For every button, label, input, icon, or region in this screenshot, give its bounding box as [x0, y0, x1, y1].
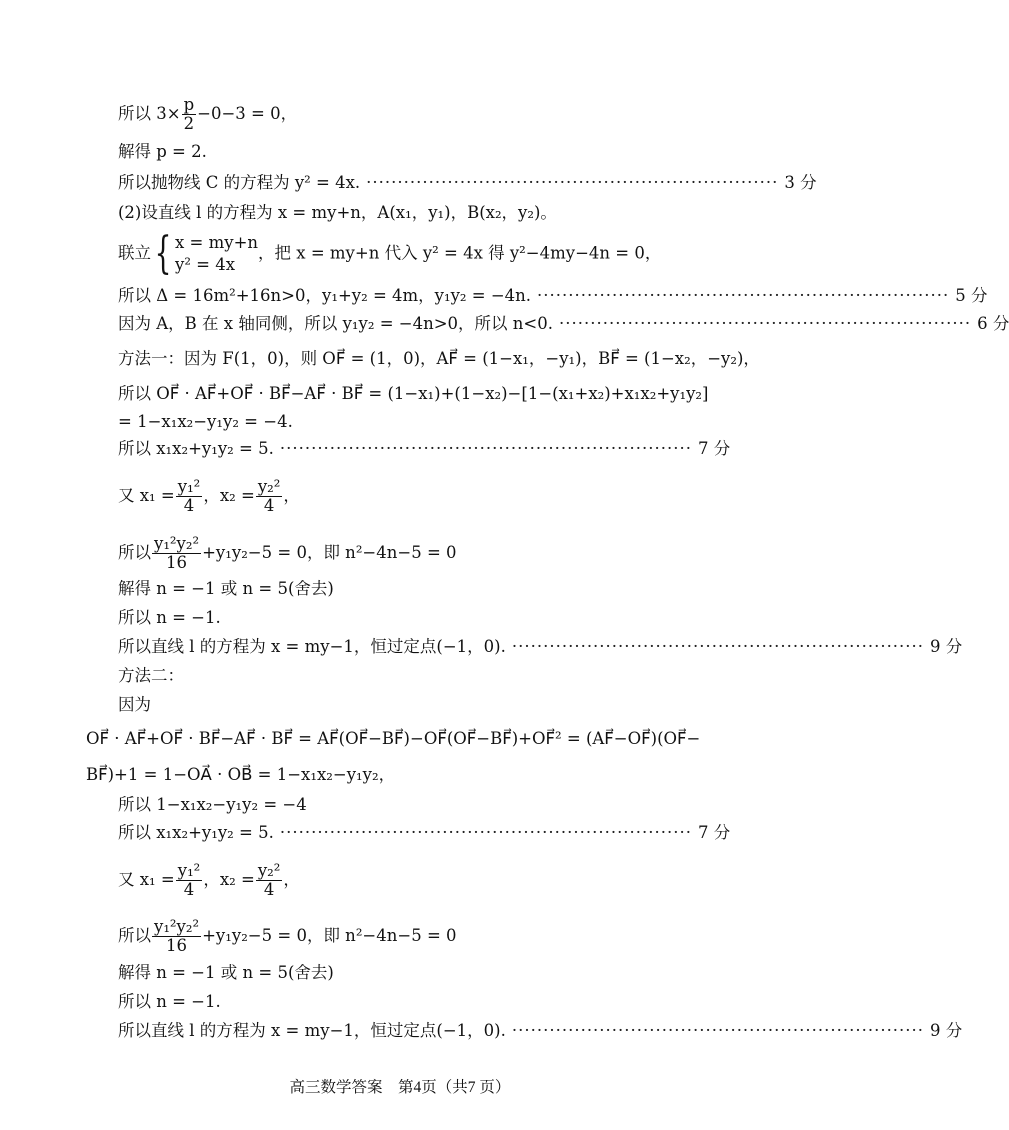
line-23: 又 x₁ = $\frac{\text{y₁²}}{4}$ ，x₂ = $\frac{\text{y₂²}}{4}$ ， — [118, 861, 300, 899]
line-22: 所以 x₁x₂+y₁y₂ = 5. ·································································· 7 分 — [118, 823, 731, 842]
line-19: OF⃗ · AF⃗+OF⃗ · BF⃗−AF⃗ · BF⃗ = AF⃗(OF⃗−BF⃗)−OF⃗(OF⃗−BF⃗)+OF⃗² = (AF⃗−OF⃗)(OF⃗− — [86, 729, 701, 748]
fraction-y2-sq-over-4: $\frac{\text{y₂²}}{4}$ — [257, 861, 281, 899]
line-17: 方法二： — [118, 666, 184, 685]
line-16: 所以直线 l 的方程为 x = my−1，恒过定点(−1，0). ·································································· 9 分 — [118, 637, 963, 656]
score-points: 7 分 — [698, 439, 731, 458]
fraction-y1y2-sq-over-16: $\frac{\text{y₁²y₂²}}{16}$ — [154, 534, 200, 572]
leader-dots: ·································································· — [511, 637, 925, 656]
line-15: 所以 n = −1. — [118, 608, 221, 627]
line-8: 方法一：因为 F(1，0)，则 OF⃗ = (1，0)，AF⃗ = (1−x₁，−y₁)，BF⃗ = (1−x₂，−y₂)， — [118, 349, 760, 368]
equation-system: x = my+n y² = 4x — [175, 233, 259, 274]
line-24: 所以 $\frac{\text{y₁²y₂²}}{16}$ +y₁y₂−5 = 0，即 n²−4n−5 = 0 — [118, 917, 457, 955]
line-27: 所以直线 l 的方程为 x = my−1，恒过定点(−1，0). ·································································· 9 分 — [118, 1021, 963, 1040]
fraction-y2-sq-over-4: $\frac{\text{y₂²}}{4}$ — [257, 477, 281, 515]
page-footer: 高三数学答案 第4页（共7 页） — [289, 1079, 511, 1096]
line-7: 因为 A，B 在 x 轴同侧，所以 y₁y₂ = −4n>0，所以 n<0. ·································································· 6 分 — [118, 314, 1009, 333]
fraction-p-over-2: $\frac{p}{2}$ — [183, 95, 195, 133]
leader-dots: ·································································· — [537, 286, 950, 305]
left-brace: { — [154, 228, 172, 279]
line-14: 解得 n = −1 或 n = 5(舍去) — [118, 579, 334, 598]
line-18: 因为 — [118, 695, 151, 714]
line-13: 所以 $\frac{\text{y₁²y₂²}}{16}$ +y₁y₂−5 = 0，即 n²−4n−5 = 0 — [118, 534, 457, 572]
leader-dots: ·································································· — [279, 439, 693, 458]
score-points: 5 分 — [955, 286, 988, 305]
line-10: = 1−x₁x₂−y₁y₂ = −4. — [118, 412, 293, 431]
score-points: 7 分 — [698, 823, 731, 842]
line-11: 所以 x₁x₂+y₁y₂ = 5. ·································································· 7 分 — [118, 439, 731, 458]
leader-dots: ·································································· — [366, 173, 779, 192]
fraction-y1y2-sq-over-16: $\frac{\text{y₁²y₂²}}{16}$ — [154, 917, 200, 955]
line-1: 所以 3× $\frac{p}{2}$ −0−3 = 0， — [118, 95, 298, 133]
line-5: 联立{ x = my+n y² = 4x ，把 x = my+n 代入 y² = 4x 得 y²−4my−4n = 0， — [118, 228, 662, 279]
score-points: 6 分 — [977, 314, 1009, 333]
score-points: 9 分 — [930, 1021, 963, 1040]
fraction-y1-sq-over-4: $\frac{\text{y₁²}}{4}$ — [177, 477, 201, 515]
line-3: 所以抛物线 C 的方程为 y² = 4x. ·································································· 3 分 — [118, 173, 817, 192]
line-2: 解得 p = 2. — [118, 142, 207, 161]
leader-dots: ·································································· — [511, 1021, 925, 1040]
line-9: 所以 OF⃗ · AF⃗+OF⃗ · BF⃗−AF⃗ · BF⃗ = (1−x₁)+(1−x₂)−[1−(x₁+x₂)+x₁x₂+y₁y₂] — [118, 384, 709, 403]
line-26: 所以 n = −1. — [118, 992, 221, 1011]
score-points: 3 分 — [784, 173, 817, 192]
line-12: 又 x₁ = $\frac{\text{y₁²}}{4}$ ，x₂ = $\frac{\text{y₂²}}{4}$ ， — [118, 477, 300, 515]
line-6: 所以 Δ = 16m²+16n>0，y₁+y₂ = 4m，y₁y₂ = −4n. ·································································· 5 分 — [118, 286, 988, 305]
fraction-y1-sq-over-4: $\frac{\text{y₁²}}{4}$ — [177, 861, 201, 899]
line-21: 所以 1−x₁x₂−y₁y₂ = −4 — [118, 795, 307, 814]
line-25: 解得 n = −1 或 n = 5(舍去) — [118, 963, 334, 982]
line-4: (2)设直线 l 的方程为 x = my+n，A(x₁，y₁)，B(x₂，y₂)。 — [118, 203, 557, 222]
leader-dots: ·································································· — [558, 314, 972, 333]
line-20: BF⃗)+1 = 1−OA⃗ · OB⃗ = 1−x₁x₂−y₁y₂， — [86, 765, 396, 784]
score-points: 9 分 — [930, 637, 963, 656]
leader-dots: ·································································· — [279, 823, 693, 842]
